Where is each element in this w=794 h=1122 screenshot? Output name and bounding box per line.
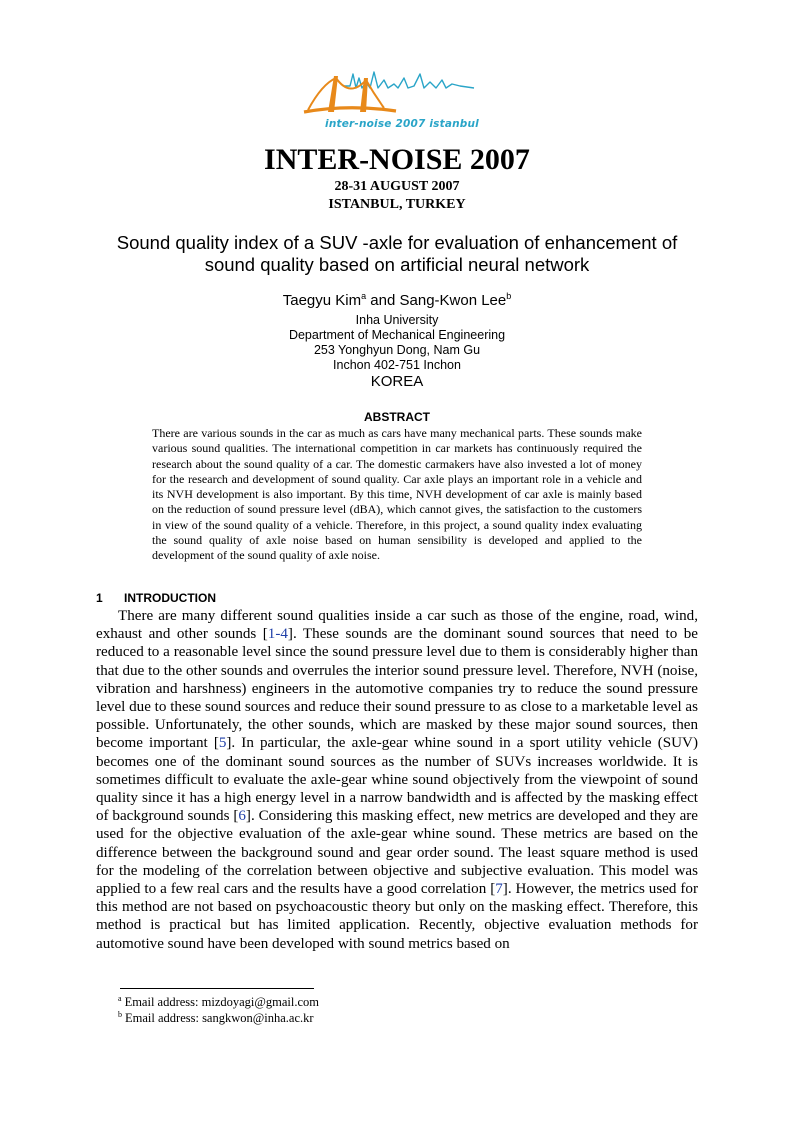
section-number: 1 bbox=[96, 591, 103, 605]
footnote-b bbox=[118, 1011, 314, 1026]
intro-text-2: ]. These sounds are the dominant sound sources that need to be reduced to a reasonable level since the sound pressure level due to them is considerably higher than that due to the other sounds and overrules the interior sound pressure level. Therefore, NVH (noise, vibration and harshness) engineers in the automotive companies try to reduce the sound pressure level due to these sound sources and reduce their sound pressure to as close to a marketable level as possible. Unfortunately, the other sounds, which are masked by these major sound sources, then become important [ bbox=[96, 626, 698, 752]
conference-dates: 28-31 AUGUST 2007 bbox=[334, 179, 460, 194]
footnote-a-text: Email address: mizdoyagi@gmail.com bbox=[124, 995, 320, 1009]
citation-link-7[interactable]: 7 bbox=[495, 881, 503, 898]
intro-text-1: There are many different sound qualities inside a car such as those of the engine, road, wind, exhaust and other sounds [ bbox=[96, 608, 698, 643]
section-title: INTRODUCTION bbox=[124, 591, 216, 605]
author-1: Taegyu Kim bbox=[282, 292, 362, 309]
intro-text-4: ]. Considering this masking effect, new metrics are developed and they are used for the objective evaluation of the axle-gear whine sound. These metrics are based on the difference between the background sound and gear order sound. The least square method is used for the modeling of the correlation between objective and subjective evaluation. This model was applied to a few real cars and the results have a good correlation [ bbox=[96, 808, 699, 898]
author-2: Sang-Kwon Lee bbox=[399, 292, 507, 309]
citation-link-5[interactable]: 5 bbox=[218, 735, 227, 752]
footnote-b-text: Email address: sangkwon@inha.ac.kr bbox=[125, 1011, 314, 1025]
paper-title-line-2: sound quality based on artificial neural network bbox=[204, 254, 590, 275]
paper-title-line-1: Sound quality index of a SUV -axle for evaluation of enhancement of bbox=[116, 232, 678, 253]
affiliation-country: KOREA bbox=[370, 373, 424, 390]
footnote-divider bbox=[120, 988, 314, 989]
author-conjunction: and bbox=[366, 292, 400, 309]
footnote-a bbox=[118, 995, 319, 1010]
logo-text: inter-noise 2007 istanbul bbox=[325, 118, 479, 130]
paper-title bbox=[90, 232, 704, 276]
citation-link-6[interactable]: 6 bbox=[238, 808, 246, 825]
affiliation-street: 253 Yonghyun Dong, Nam Gu bbox=[313, 343, 481, 357]
intro-text-3: ]. In particular, the axle-gear whine sound in a sport utility vehicle (SUV) becomes one of the dominant sound sources as the number of SUVs increases worldwide. It is sometimes difficult to evaluate the axle-gear whine sound objectively from the viewpoint of sound quality since it has a high energy level in a narrow bandwidth and is affected by the masking effect of background sounds [ bbox=[96, 735, 698, 825]
affiliation-university: Inha University bbox=[355, 313, 439, 327]
section-heading bbox=[96, 591, 216, 605]
footnote-b-mark: b bbox=[118, 1010, 122, 1019]
introduction-paragraph bbox=[96, 607, 698, 953]
conference-location: ISTANBUL, TURKEY bbox=[328, 197, 466, 212]
author-list bbox=[0, 292, 794, 310]
bridge-logo-graphic bbox=[300, 64, 490, 122]
author-1-mark: a bbox=[361, 291, 367, 301]
author-2-mark: b bbox=[506, 291, 512, 301]
conference-title: INTER-NOISE 2007 bbox=[264, 143, 530, 176]
abstract-text: There are various sounds in the car as much as cars have many mechanical parts. These sounds make various sound qualities. The international competition in car markets has continuously required the research about the sound quality of a car. The domestic carmakers have also invested a lot of money for the research and development of sound quality. Car axle plays an important role in a vehicle and its NVH development is also important. By this time, NVH development of car axle is mainly based on the reduction of sound pressure level (dBA), which cannot gives, the satisfaction to the customers in view of the sound quality of a vehicle. Therefore, in this project, a sound quality index evaluating the sound quality of axle noise based on human sensibility is developed and applied to the development of the sound quality of axle noise. bbox=[152, 426, 642, 563]
citation-link-1-4[interactable]: 1-4 bbox=[267, 626, 288, 643]
affiliation-city: Inchon 402-751 Inchon bbox=[333, 358, 461, 372]
bridge-deck bbox=[304, 108, 396, 112]
conference-logo bbox=[300, 64, 490, 138]
intro-text-5: ]. However, the metrics used for this method are not based on psychoacoustic theory but only on the masking effect. Therefore, this method is practical but has limited application. Recently, objective evaluation methods for automotive sound have been developed with sound metrics based on bbox=[96, 881, 698, 952]
affiliation-department: Department of Mechanical Engineering bbox=[288, 328, 506, 342]
bridge-cables bbox=[308, 78, 384, 110]
abstract-heading: ABSTRACT bbox=[364, 410, 430, 424]
footnote-a-mark: a bbox=[118, 994, 122, 1003]
